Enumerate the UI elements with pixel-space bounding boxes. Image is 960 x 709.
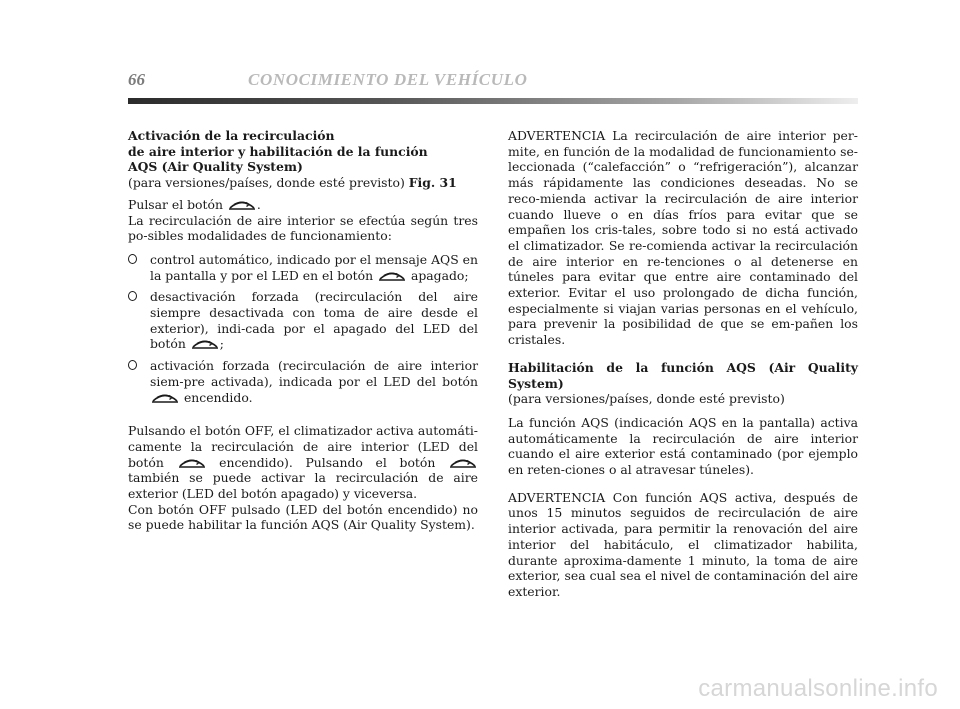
- heading-line-2: de aire interior y habilitación de la función: [128, 143, 428, 159]
- recirculation-icon: [377, 268, 407, 283]
- heading-line-3: AQS (Air Quality System): [128, 159, 303, 175]
- circle-bullet-icon: [128, 254, 137, 264]
- page-header: [128, 70, 858, 94]
- recirculation-icon: [448, 455, 478, 470]
- warning-aqs: ADVERTENCIA Con función AQS activa, después de unos 15 minutos seguidos de recirculación de aire interior activada, para permitir la renovación del aire interior del habitáculo, el climatizador habilita, durante aproxima-damente 1 minuto, la toma de aire exterior, sea cual sea el nivel de contaminación del aire exterior.: [508, 489, 858, 599]
- recirculation-icon: [150, 390, 180, 405]
- circle-bullet-icon: [128, 360, 137, 370]
- recirculation-icon: [227, 197, 257, 212]
- recirculation-icon: [177, 455, 207, 470]
- heading-subtitle: (para versiones/países, donde esté previsto): [128, 175, 409, 191]
- off-button-text: Pulsando el botón OFF, el climatizador activa automáti-camente la recirculación de aire interior (LED del botón encendido). Pulsando el botón también se puede activar la recirculación de aire exterior (LED del botón apagado) y viceversa.: [128, 423, 478, 502]
- page-number: 66: [128, 70, 145, 89]
- warning-recirculation: ADVERTENCIA La recirculación de aire interior per-mite, en función de la modalidad de funcionamiento se-leccionada (“calefacción” o “refrigeración”), alcanzar más rápidamente las condiciones deseadas. No se reco-mienda activar la recirculación de aire interior cuando llueve o en días fríos para evitar que se empañen los cris-tales, sobre todo si no está activado el climatizador. Se re-comienda activar la recirculación de aire interior en re-tenciones o al detenerse en túneles para evitar que entre aire contaminado del exterior. Evitar el uso prolongado de dicha función, especialmente si viajan varias personas en el vehículo, para prevenir la posibilidad de que se em-pañen los cristales.: [508, 128, 858, 348]
- aqs-subheading: (para versiones/países, donde esté previsto): [508, 391, 785, 407]
- header-rule: [128, 98, 858, 104]
- press-button-text: Pulsar el botón .: [128, 196, 261, 212]
- right-column: [508, 128, 858, 608]
- aqs-description: La función AQS (indicación AQS en la pantalla) activa automáticamente la recirculación de aire interior cuando el aire exterior está contaminado (por ejemplo en reten-ciones o al atravesar túneles).: [508, 414, 858, 478]
- aqs-heading: Habilitación de la función AQS (Air Quality System): [508, 359, 858, 391]
- figure-reference: Fig. 31: [408, 175, 457, 191]
- list-item: control automático, indicado por el mensaje AQS en la pantalla y por el LED en el botón apagado;: [128, 252, 478, 283]
- list-item: desactivación forzada (recirculación del aire siempre desactivada con toma de aire desde el exterior), indi-cada por el apagado del LED del botón ;: [128, 289, 478, 352]
- watermark: carmanualsonline.info: [698, 675, 938, 702]
- circle-bullet-icon: [128, 291, 137, 301]
- heading-line-1: Activación de la recirculación: [128, 128, 335, 143]
- modes-list: [128, 252, 478, 405]
- list-item: activación forzada (recirculación de aire interior siem-pre activada), indicada por el LED del botón encendido.: [128, 358, 478, 405]
- aqs-note-text: Con botón OFF pulsado (LED del botón encendido) no se puede habilitar la función AQS (Air Quality System).: [128, 501, 478, 533]
- recirculation-icon: [190, 336, 220, 351]
- left-column: [128, 128, 478, 541]
- section-heading: [128, 128, 478, 191]
- intro-text: La recirculación de aire interior se efectúa según tres po-sibles modalidades de funcionamiento:: [128, 212, 478, 244]
- running-title: CONOCIMIENTO DEL VEHÍCULO: [248, 70, 528, 89]
